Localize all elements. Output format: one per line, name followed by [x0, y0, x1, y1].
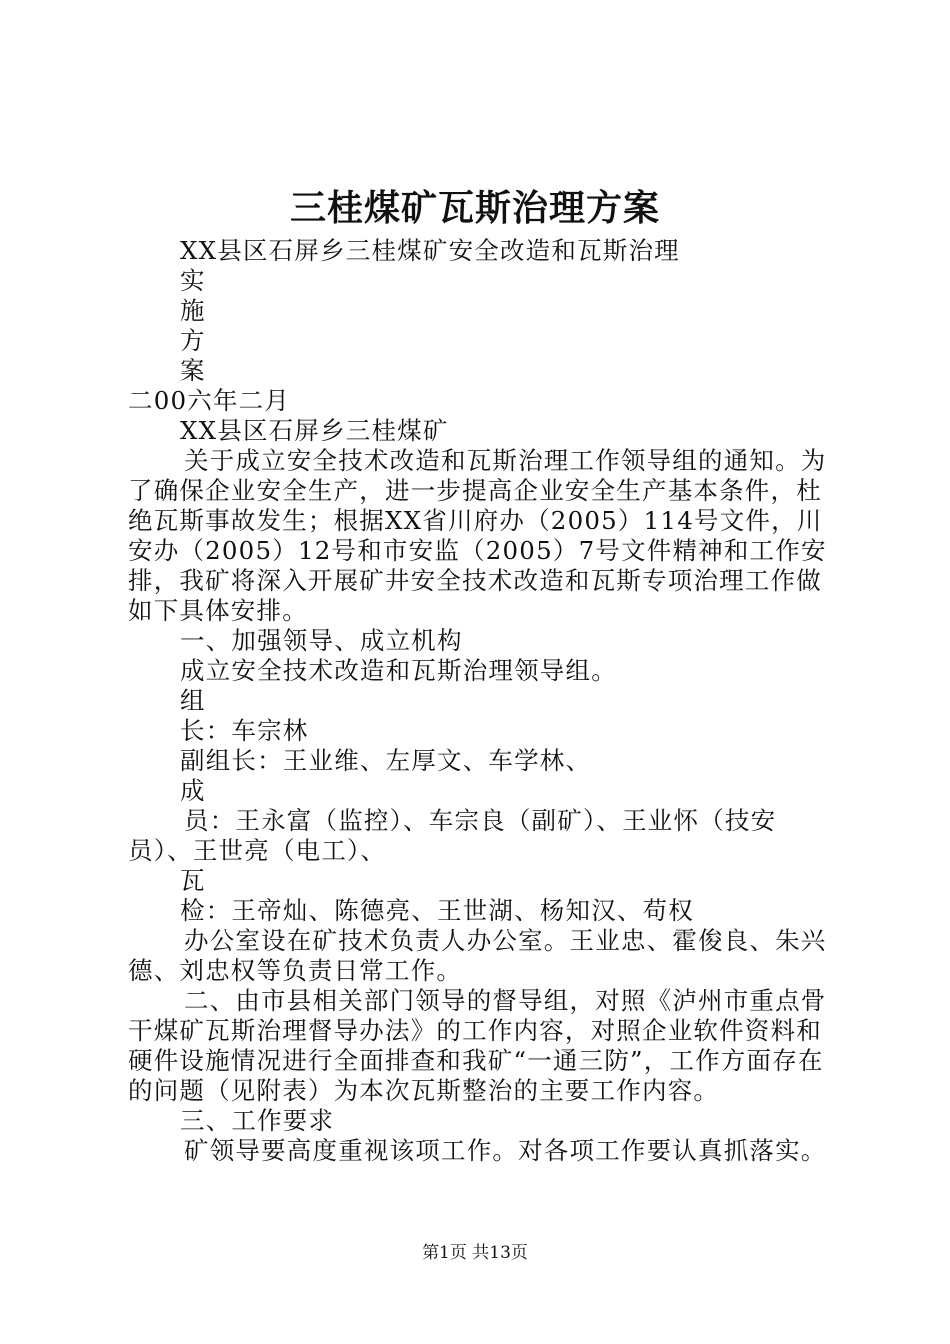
paragraph-char: 瓦	[180, 866, 206, 895]
paragraph-leader: 长：车宗林	[180, 716, 309, 745]
section-heading-3: 三、工作要求	[180, 1106, 335, 1135]
paragraph-char: 组	[180, 686, 206, 715]
paragraph-heading-line: XX县区石屏乡三桂煤矿安全改造和瓦斯治理	[180, 236, 680, 265]
paragraph-char: 实	[180, 266, 206, 295]
section-heading-2: 二、由市县相关部门领导的督导组，对照《泸州市重点骨干煤矿瓦斯治理督导办法》的工作内容，对照企业软件资料和硬件设施情况进行全面排查和我矿“一通三防”，工作方面存在的问题（见附表）为本次瓦斯整治的主要工作内容。	[128, 986, 827, 1105]
paragraph: 成立安全技术改造和瓦斯治理领导组。	[180, 656, 617, 685]
paragraph-members: 员：王永富（监控）、车宗良（副矿）、王业怀（技安员）、王世亮（电工）、	[128, 806, 777, 865]
paragraph-date: 二00六年二月	[128, 386, 291, 415]
paragraph: 矿领导要高度重视该项工作。对各项工作要认真抓落实。	[184, 1136, 827, 1165]
paragraph-notice: 关于成立安全技术改造和瓦斯治理工作领导组的通知。为了确保企业安全生产，进一步提高企业安全生产基本条件，杜绝瓦斯事故发生；根据XX省川府办（2005）114号文件，川安办（2005）12号和市安监（2005）7号文件精神和工作安排，我矿将深入开展矿井安全技术改造和瓦斯专项治理工作做如下具体安排。	[128, 446, 827, 625]
paragraph-char: 成	[180, 776, 206, 805]
paragraph-gas-inspectors: 检：王帝灿、陈德亮、王世湖、杨知汉、苟权	[180, 896, 694, 925]
paragraph-deputy-leaders: 副组长：王业维、左厚文、车学林、	[180, 746, 592, 775]
document-title: 三桂煤矿瓦斯治理方案	[289, 187, 660, 229]
paragraph-char: 施	[180, 296, 206, 325]
paragraph-char: 案	[180, 356, 206, 385]
paragraph-issuer: XX县区石屏乡三桂煤矿	[180, 416, 449, 445]
paragraph-office: 办公室设在矿技术负责人办公室。王业忠、霍俊良、朱兴德、刘忠权等负责日常工作。	[128, 926, 827, 985]
page-number-footer: 第1页 共13页	[422, 1243, 528, 1263]
document-body	[128, 236, 832, 1166]
section-heading-1: 一、加强领导、成立机构	[180, 626, 463, 655]
paragraph-char: 方	[180, 326, 206, 355]
